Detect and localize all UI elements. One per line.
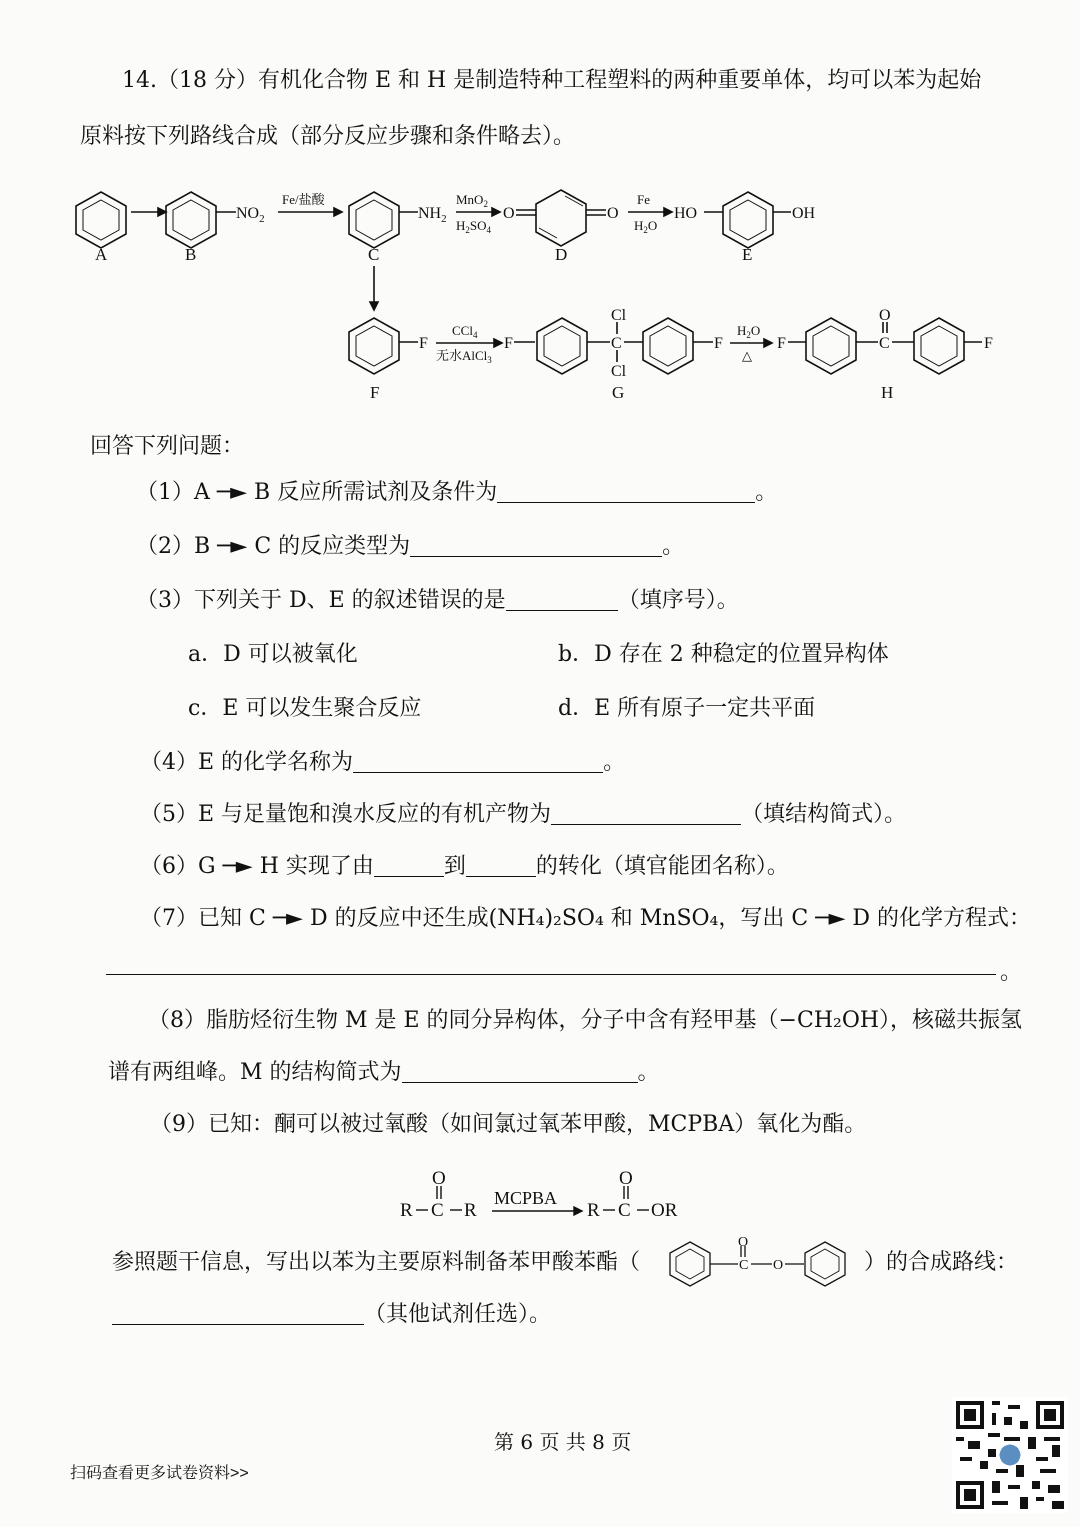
benzene-ring-C: [349, 192, 399, 248]
q9-answer-blank[interactable]: [112, 1302, 364, 1325]
benzene-ring-G2: [643, 318, 693, 374]
label-G: G: [612, 383, 625, 402]
q8-line-1: （8）脂肪烃衍生物 M 是 E 的同分异构体，分子中含有羟甲基（−CH₂OH），核磁共振氢: [148, 1008, 1023, 1033]
ho-group: HO: [674, 205, 698, 222]
label-D: D: [555, 245, 568, 264]
cond-fe: Fe: [637, 192, 650, 207]
benzene-ring-E: [723, 192, 773, 248]
q3-option-b: b．D 存在 2 种稳定的位置异构体: [558, 642, 889, 667]
ester-o: O: [619, 1168, 633, 1189]
q6-answer-blank-from[interactable]: [374, 854, 444, 877]
f-group-G-right: F: [714, 335, 723, 352]
mcpba-reagent: MCPBA: [494, 1188, 558, 1208]
q3-option-c: c．E 可以发生聚合反应: [188, 696, 422, 721]
scan-prompt[interactable]: 扫码查看更多试卷资料>>: [70, 1465, 249, 1482]
q9-line-2a: 参照题干信息，写出以苯为主要原料制备苯甲酸苯酯（: [112, 1250, 641, 1275]
q7-answer-blank[interactable]: [106, 974, 996, 975]
h-carbonyl-carbon: C: [879, 335, 890, 352]
ester-c: C: [618, 1200, 631, 1221]
q8-answer-blank[interactable]: [402, 1060, 638, 1083]
ketone-r-left: R: [400, 1200, 413, 1221]
benzoate-carbon: C: [739, 1258, 749, 1273]
cond-fe-hcl: Fe/盐酸: [282, 192, 325, 207]
q2-answer-blank[interactable]: [410, 534, 662, 557]
q1-answer-blank[interactable]: [497, 480, 755, 503]
q4: （4）E 的化学名称为 。: [140, 750, 626, 775]
cond-mno2: MnO$_2$: [456, 192, 488, 209]
q7-end: 。: [1000, 960, 1023, 985]
f-group-F: F: [419, 335, 428, 352]
ketone-c: C: [431, 1200, 444, 1221]
page-number: 第 6 页 共 8 页: [494, 1430, 632, 1454]
answer-intro: 回答下列问题：: [90, 434, 245, 459]
benzoate-carbonyl-o: O: [738, 1236, 749, 1250]
q3: （3）下列关于 D、E 的叙述错误的是 （填序号）。: [136, 588, 739, 613]
quinone-o-right: O: [607, 205, 619, 222]
cond-h2o-2: $H_2O$: [737, 323, 761, 340]
q3-option-d: d．E 所有原子一定共平面: [558, 696, 816, 721]
label-E: E: [742, 245, 753, 264]
label-H: H: [881, 383, 894, 402]
label-B: B: [185, 245, 197, 264]
nh2-group: $NH_2$: [418, 205, 447, 225]
q5: （5）E 与足量饱和溴水反应的有机产物为 （填结构简式）。: [140, 802, 907, 827]
ester-r: R: [587, 1200, 600, 1221]
ketone-oxygen: O: [879, 307, 891, 324]
cond-h2so4: $H_2SO_4$: [456, 218, 492, 235]
g-central-carbon: C: [611, 335, 622, 352]
cl-group-top: Cl: [611, 307, 627, 324]
benzene-ring-F: [349, 318, 399, 374]
q2: （2）B ─► C 的反应类型为 。: [136, 534, 685, 559]
cond-heat: △: [742, 348, 752, 363]
quinone-ring-D: [536, 190, 586, 246]
label-C: C: [368, 245, 380, 264]
q9-line-1: （9）已知：酮可以被过氧酸（如间氯过氧苯甲酸，MCPBA）氧化为酯。: [150, 1112, 867, 1137]
synthesis-scheme: [0, 170, 1080, 410]
qr-code-icon[interactable]: [952, 1397, 1068, 1513]
benzoate-ether-o: O: [773, 1258, 784, 1273]
benzene-ring-H2: [914, 318, 964, 374]
no2-group: $NO_2$: [236, 205, 265, 225]
q9-line-2b: ）的合成路线：: [864, 1250, 1019, 1275]
q8-line-2: 谱有两组峰。M 的结构简式为 。: [108, 1060, 660, 1085]
q6: （6）G ─► H 实现了由 到 的转化（填官能团名称）。: [140, 854, 789, 879]
q5-answer-blank[interactable]: [551, 802, 741, 825]
question-line-1: 14.（18 分）有机化合物 E 和 H 是制造特种工程塑料的两种重要单体，均可以苯为起始: [122, 68, 982, 93]
oh-group: OH: [792, 205, 816, 222]
ketone-o: O: [432, 1168, 446, 1189]
cond-ccl4: CCl$_4$: [452, 323, 478, 340]
q4-answer-blank[interactable]: [353, 750, 603, 773]
phenyl-benzoate-structure: [662, 1236, 860, 1290]
question-line-2: 原料按下列路线合成（部分反应步骤和条件略去）。: [80, 124, 576, 149]
benzene-ring-G1: [537, 318, 587, 374]
ketone-r-right: R: [464, 1200, 477, 1221]
cl-group-bottom: Cl: [611, 363, 627, 380]
benzene-ring-A: [76, 192, 126, 248]
q7: （7）已知 C ─► D 的反应中还生成(NH₄)₂SO₄ 和 MnSO₄，写出 C ─► D 的化学方程式：: [140, 906, 1031, 931]
q1: （1）A ─► B 反应所需试剂及条件为 。: [136, 480, 778, 505]
label-A: A: [95, 245, 108, 264]
benzene-ring-H1: [806, 318, 856, 374]
f-group-H-right: F: [984, 335, 993, 352]
q6-answer-blank-to[interactable]: [466, 854, 536, 877]
benzene-ring-B: [166, 192, 216, 248]
f-group-H-left: F: [777, 335, 786, 352]
quinone-o-left: O: [503, 205, 515, 222]
q9-line-3: （其他试剂任选）。: [112, 1300, 551, 1330]
q3-answer-blank[interactable]: [506, 588, 618, 611]
label-F: F: [370, 383, 380, 402]
cond-alcl3: 无水AlCl$_3$: [436, 348, 492, 365]
ester-or: OR: [651, 1200, 678, 1221]
q3-option-a: a．D 可以被氧化: [188, 642, 358, 667]
mcpba-reaction: [390, 1166, 710, 1226]
f-group-G-left: F: [504, 335, 513, 352]
cond-h2o: $H_2O$: [634, 218, 658, 235]
